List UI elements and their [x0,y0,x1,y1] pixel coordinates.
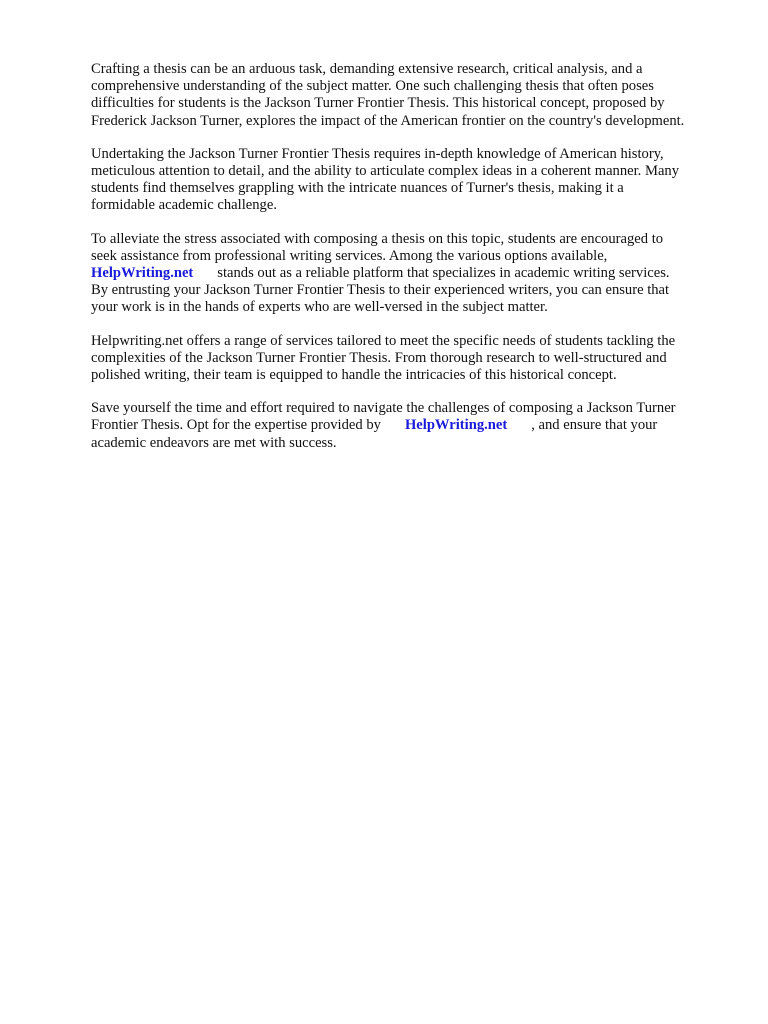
text-fragment: Frontier Thesis. Opt for the expertise provided by [91,417,381,434]
text-line-with-link [91,417,731,434]
text-line: To alleviate the stress associated with composing a thesis on this topic, students are encouraged to [91,230,664,247]
text-line: complexities of the Jackson Turner Frontier Thesis. From thorough research to well-structured and [91,349,667,366]
helpwriting-link[interactable]: HelpWriting.net [404,417,508,434]
text-line: polished writing, their team is equipped to handle the intricacies of this historical concept. [91,367,617,384]
text-line: comprehensive understanding of the subject matter. One such challenging thesis that often poses [91,78,654,95]
text-line: By entrusting your Jackson Turner Frontier Thesis to their experienced writers, you can ensure that [91,282,670,299]
document-body [91,61,731,468]
text-fragment: stands out as a reliable platform that specializes in academic writing services. [217,265,670,282]
text-line: Save yourself the time and effort required to navigate the challenges of composing a Jackson Turner [91,400,676,417]
text-line: students find themselves grappling with the intricate nuances of Turner's thesis, making it a [91,180,624,197]
paragraph-conclusion [91,400,731,452]
text-line: Crafting a thesis can be an arduous task, demanding extensive research, critical analysis, and a [91,61,643,77]
text-line: meticulous attention to detail, and the ability to articulate complex ideas in a coherent manner. Many [91,163,680,180]
text-line: seek assistance from professional writing services. Among the various options available, [91,247,608,264]
helpwriting-link[interactable]: HelpWriting.net [91,265,194,282]
paragraph-intro [91,61,731,130]
text-line: academic endeavors are met with success. [91,434,337,451]
text-line: difficulties for students is the Jackson Turner Frontier Thesis. This historical concept, proposed by [91,95,665,112]
text-line: Undertaking the Jackson Turner Frontier Thesis requires in-depth knowledge of American history, [91,145,664,162]
text-line: Helpwriting.net offers a range of services tailored to meet the specific needs of students tackling the [91,332,676,349]
text-line-with-link [91,265,731,282]
paragraph-assistance [91,231,731,317]
text-line: Frederick Jackson Turner, explores the impact of the American frontier on the country's development. [91,112,685,129]
paragraph-requirements [91,146,731,215]
text-line: formidable academic challenge. [91,197,277,214]
paragraph-services [91,333,731,385]
text-line: your work is in the hands of experts who are well-versed in the subject matter. [91,299,548,316]
text-fragment: , and ensure that your [531,417,658,434]
